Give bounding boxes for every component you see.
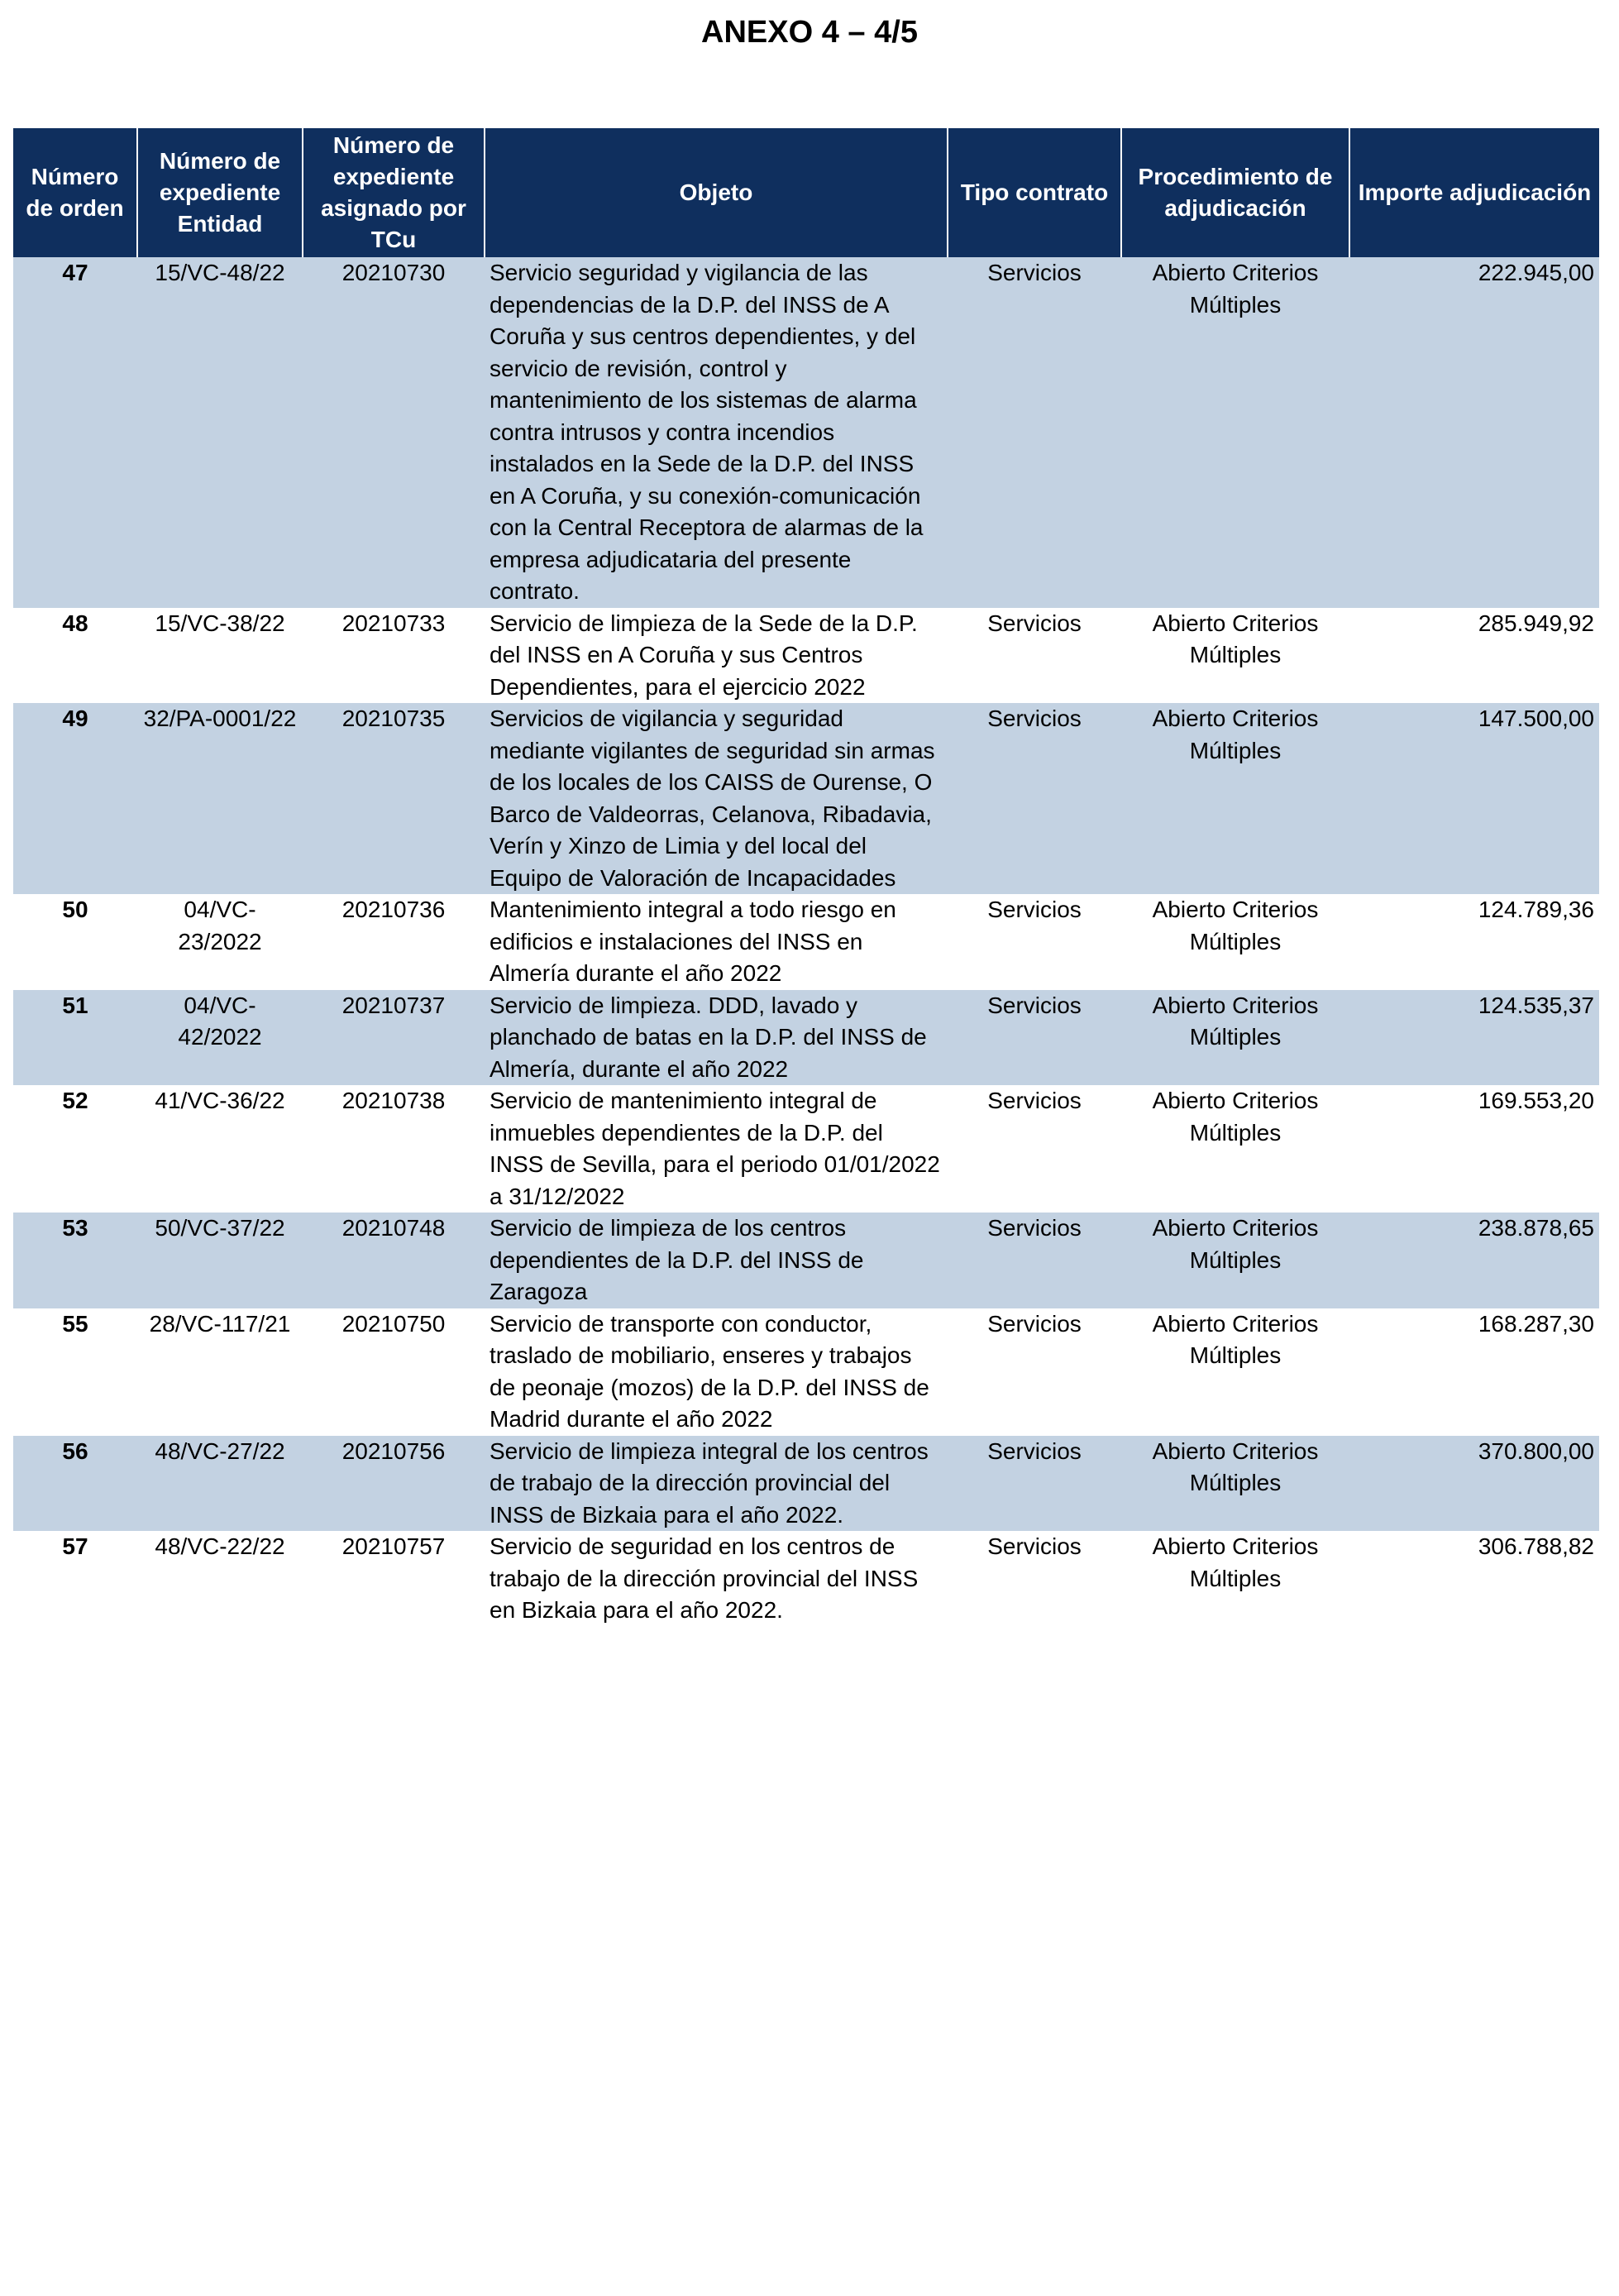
cell-expediente-tcu: 20210757 xyxy=(303,1531,485,1627)
cell-expediente-entidad: 04/VC-42/2022 xyxy=(137,990,303,1086)
cell-objeto: Servicio de limpieza de los centros dependientes de la D.P. del INSS de Zaragoza xyxy=(485,1213,948,1308)
cell-objeto: Servicio seguridad y vigilancia de las dependencias de la D.P. del INSS de A Coruña y sus centros dependientes, y del servicio de revisión, control y mantenimiento de los sistemas de alarma contra intrusos y contra incendios instalados en la Sede de la D.P. del INSS en A Coruña, y su conexión-comunicación con la Central Receptora de alarmas de la empresa adjudicataria del presente contrato. xyxy=(485,257,948,608)
cell-expediente-entidad: 04/VC-23/2022 xyxy=(137,894,303,990)
table-row xyxy=(13,608,1599,704)
cell-expediente-tcu: 20210737 xyxy=(303,990,485,1086)
cell-procedimiento: Abierto Criterios Múltiples xyxy=(1121,894,1349,990)
cell-tipo-contrato: Servicios xyxy=(948,1085,1121,1213)
cell-expediente-entidad: 28/VC-117/21 xyxy=(137,1308,303,1436)
cell-tipo-contrato: Servicios xyxy=(948,1213,1121,1308)
cell-importe: 147.500,00 xyxy=(1349,703,1599,894)
cell-procedimiento: Abierto Criterios Múltiples xyxy=(1121,990,1349,1086)
cell-tipo-contrato: Servicios xyxy=(948,894,1121,990)
cell-tipo-contrato: Servicios xyxy=(948,257,1121,608)
table-row xyxy=(13,894,1599,990)
header-numero-orden: Número de orden xyxy=(13,128,137,257)
cell-objeto: Servicio de transporte con conductor, traslado de mobiliario, enseres y trabajos de peonaje (mozos) de la D.P. del INSS de Madrid durante el año 2022 xyxy=(485,1308,948,1436)
header-procedimiento: Procedimiento de adjudicación xyxy=(1121,128,1349,257)
table-row xyxy=(13,1531,1599,1627)
table-row xyxy=(13,1085,1599,1213)
table-row xyxy=(13,257,1599,608)
cell-expediente-entidad: 15/VC-38/22 xyxy=(137,608,303,704)
header-expediente-tcu: Número de expediente asignado por TCu xyxy=(303,128,485,257)
cell-importe: 124.535,37 xyxy=(1349,990,1599,1086)
cell-importe: 168.287,30 xyxy=(1349,1308,1599,1436)
cell-numero-orden: 47 xyxy=(13,257,137,608)
cell-importe: 124.789,36 xyxy=(1349,894,1599,990)
cell-expediente-entidad: 50/VC-37/22 xyxy=(137,1213,303,1308)
cell-importe: 238.878,65 xyxy=(1349,1213,1599,1308)
cell-expediente-tcu: 20210738 xyxy=(303,1085,485,1213)
cell-objeto: Mantenimiento integral a todo riesgo en edificios e instalaciones del INSS en Almería durante el año 2022 xyxy=(485,894,948,990)
cell-expediente-entidad: 32/PA-0001/22 xyxy=(137,703,303,894)
cell-tipo-contrato: Servicios xyxy=(948,703,1121,894)
cell-numero-orden: 48 xyxy=(13,608,137,704)
cell-expediente-tcu: 20210756 xyxy=(303,1436,485,1532)
cell-expediente-tcu: 20210736 xyxy=(303,894,485,990)
table-row xyxy=(13,1308,1599,1436)
cell-expediente-entidad: 41/VC-36/22 xyxy=(137,1085,303,1213)
cell-importe: 285.949,92 xyxy=(1349,608,1599,704)
cell-expediente-tcu: 20210750 xyxy=(303,1308,485,1436)
table-row xyxy=(13,703,1599,894)
cell-importe: 306.788,82 xyxy=(1349,1531,1599,1627)
header-expediente-entidad: Número de expediente Entidad xyxy=(137,128,303,257)
cell-procedimiento: Abierto Criterios Múltiples xyxy=(1121,703,1349,894)
cell-objeto: Servicio de limpieza de la Sede de la D.P. del INSS en A Coruña y sus Centros Dependientes, para el ejercicio 2022 xyxy=(485,608,948,704)
cell-objeto: Servicio de mantenimiento integral de inmuebles dependientes de la D.P. del INSS de Sevilla, para el periodo 01/01/2022 a 31/12/2022 xyxy=(485,1085,948,1213)
cell-procedimiento: Abierto Criterios Múltiples xyxy=(1121,1531,1349,1627)
cell-expediente-tcu: 20210735 xyxy=(303,703,485,894)
table-row xyxy=(13,1213,1599,1308)
cell-procedimiento: Abierto Criterios Múltiples xyxy=(1121,1085,1349,1213)
cell-tipo-contrato: Servicios xyxy=(948,608,1121,704)
cell-tipo-contrato: Servicios xyxy=(948,990,1121,1086)
cell-numero-orden: 55 xyxy=(13,1308,137,1436)
cell-procedimiento: Abierto Criterios Múltiples xyxy=(1121,1436,1349,1532)
cell-importe: 370.800,00 xyxy=(1349,1436,1599,1532)
cell-procedimiento: Abierto Criterios Múltiples xyxy=(1121,257,1349,608)
header-objeto: Objeto xyxy=(485,128,948,257)
cell-numero-orden: 50 xyxy=(13,894,137,990)
cell-objeto: Servicio de limpieza integral de los centros de trabajo de la dirección provincial del INSS de Bizkaia para el año 2022. xyxy=(485,1436,948,1532)
cell-objeto: Servicio de limpieza. DDD, lavado y planchado de batas en la D.P. del INSS de Almería, durante el año 2022 xyxy=(485,990,948,1086)
cell-importe: 222.945,00 xyxy=(1349,257,1599,608)
cell-numero-orden: 51 xyxy=(13,990,137,1086)
cell-expediente-entidad: 48/VC-22/22 xyxy=(137,1531,303,1627)
cell-tipo-contrato: Servicios xyxy=(948,1531,1121,1627)
cell-expediente-entidad: 48/VC-27/22 xyxy=(137,1436,303,1532)
cell-expediente-entidad: 15/VC-48/22 xyxy=(137,257,303,608)
table-row xyxy=(13,1436,1599,1532)
cell-procedimiento: Abierto Criterios Múltiples xyxy=(1121,608,1349,704)
cell-procedimiento: Abierto Criterios Múltiples xyxy=(1121,1308,1349,1436)
cell-numero-orden: 49 xyxy=(13,703,137,894)
page-title: ANEXO 4 – 4/5 xyxy=(701,15,918,50)
cell-objeto: Servicios de vigilancia y seguridad mediante vigilantes de seguridad sin armas de los locales de los CAISS de Ourense, O Barco de Valdeorras, Celanova, Ribadavia, Verín y Xinzo de Limia y del local del Equipo de Valoración de Incapacidades xyxy=(485,703,948,894)
cell-tipo-contrato: Servicios xyxy=(948,1308,1121,1436)
cell-importe: 169.553,20 xyxy=(1349,1085,1599,1213)
header-tipo-contrato: Tipo contrato xyxy=(948,128,1121,257)
table-header-row xyxy=(13,128,1599,257)
cell-expediente-tcu: 20210748 xyxy=(303,1213,485,1308)
cell-procedimiento: Abierto Criterios Múltiples xyxy=(1121,1213,1349,1308)
cell-numero-orden: 52 xyxy=(13,1085,137,1213)
cell-tipo-contrato: Servicios xyxy=(948,1436,1121,1532)
cell-objeto: Servicio de seguridad en los centros de trabajo de la dirección provincial del INSS en Bizkaia para el año 2022. xyxy=(485,1531,948,1627)
cell-expediente-tcu: 20210733 xyxy=(303,608,485,704)
table-row xyxy=(13,990,1599,1086)
contracts-table xyxy=(13,128,1599,1627)
cell-numero-orden: 57 xyxy=(13,1531,137,1627)
header-importe: Importe adjudicación xyxy=(1349,128,1599,257)
cell-expediente-tcu: 20210730 xyxy=(303,257,485,608)
cell-numero-orden: 53 xyxy=(13,1213,137,1308)
cell-numero-orden: 56 xyxy=(13,1436,137,1532)
